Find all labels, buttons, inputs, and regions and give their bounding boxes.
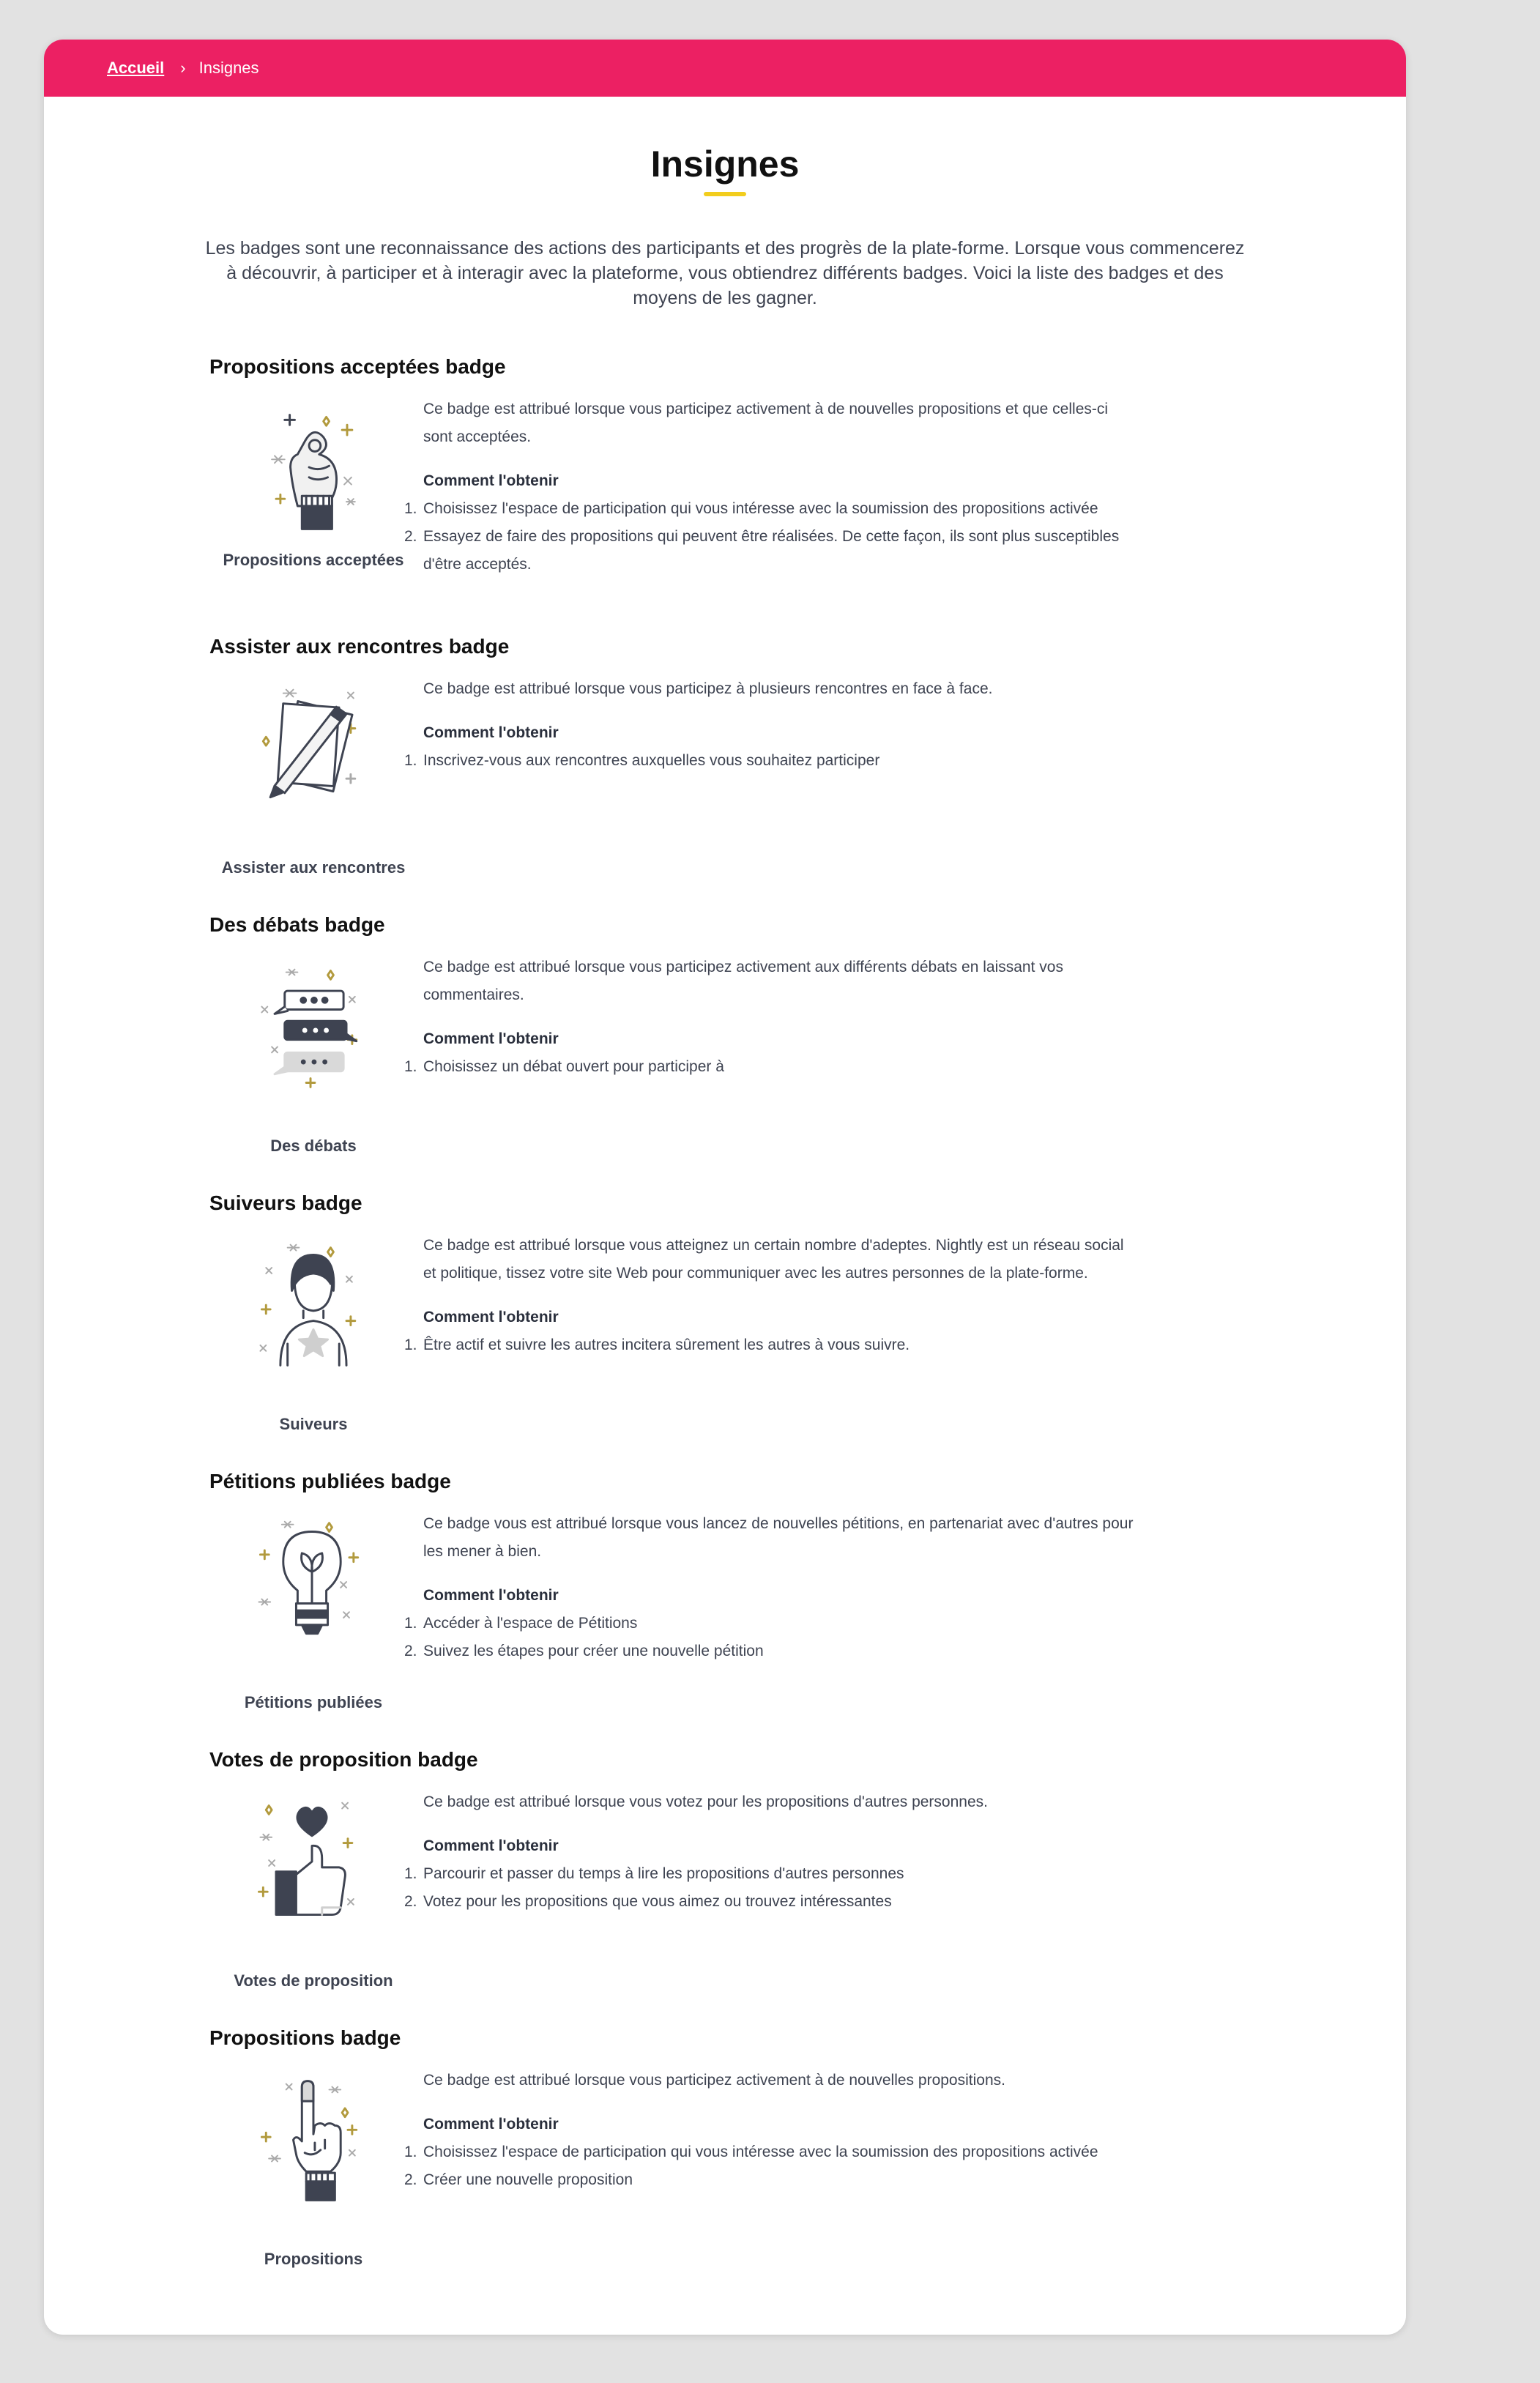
badge-title: Pétitions publiées badge (209, 1470, 451, 1492)
badge-details (404, 1232, 1134, 1359)
steps-list (404, 1610, 1134, 1665)
thumbs-up-heart-icon (240, 1791, 384, 1935)
badge-section-debats (209, 912, 1198, 1155)
list-item: 1. Choisissez l'espace de participation qui vous intéresse avec la soumission des propositions activée (404, 500, 1098, 517)
how-to-obtain-heading: Comment l'obtenir (423, 2116, 559, 2133)
breadcrumb-home-link[interactable]: Accueil (107, 59, 165, 77)
badge-description: Ce badge est attribué lorsque vous atteignez un certain nombre d'adeptes. Nightly est un réseau social et politique, tissez votre site Web pour communiquer avec les autres personnes de la plate-forme. (423, 1237, 1124, 1282)
badge-section-petitions-publiees (209, 1469, 1198, 1711)
steps-list (404, 1860, 1134, 1916)
badge-caption: Assister aux rencontres (221, 858, 406, 877)
content-card (44, 40, 1406, 2335)
page-intro: Les badges sont une reconnaissance des actions des participants et des progrès de la plate-forme. Lorsque vous commencerez à découvrir, à participer et à interagir avec la plateforme, vous obtiendrez différents badges. Voici la liste des badges et des moyens de les gagner. (205, 238, 1245, 308)
how-to-obtain-heading: Comment l'obtenir (423, 472, 559, 489)
badge-caption: Pétitions publiées (244, 1693, 383, 1711)
badge-section-propositions-acceptees (209, 354, 1198, 573)
badge-caption: Suiveurs (279, 1415, 348, 1433)
how-to-obtain-heading: Comment l'obtenir (423, 1309, 559, 1326)
list-item: 1. Inscrivez-vous aux rencontres auxquelles vous souhaitez participer (404, 752, 880, 769)
badge-description: Ce badge est attribué lorsque vous votez pour les propositions d'autres personnes. (423, 1793, 988, 1810)
badge-description: Ce badge vous est attribué lorsque vous lancez de nouvelles pétitions, en partenariat avec d'autres pour les mener à bien. (423, 1515, 1134, 1560)
badge-details (404, 2067, 1134, 2194)
page-title: Insignes (650, 144, 800, 185)
how-to-obtain-heading: Comment l'obtenir (423, 1030, 559, 1047)
breadcrumb-current: Insignes (198, 59, 259, 77)
steps-list (404, 1053, 1134, 1081)
badge-caption: Des débats (270, 1137, 357, 1155)
list-item: 1. Choisissez un débat ouvert pour participer à (404, 1058, 724, 1075)
steps-list (404, 747, 1134, 775)
badge-description: Ce badge est attribué lorsque vous participez activement à de nouvelles propositions et que celles-ci sont acceptées. (423, 401, 1109, 445)
list-item: 2. Essayez de faire des propositions qui peuvent être réalisées. De cette façon, ils sont plus susceptibles d'être acceptés. (404, 528, 1120, 573)
steps-list (404, 495, 1134, 579)
badge-details (404, 395, 1134, 579)
badge-caption: Propositions acceptées (223, 551, 404, 569)
badge-title: Suiveurs badge (209, 1192, 362, 1214)
badge-section-assister-rencontres (209, 634, 1198, 877)
badge-details (404, 1788, 1134, 1916)
list-item: 1. Être actif et suivre les autres incitera sûrement les autres à vous suivre. (404, 1337, 910, 1353)
badge-section-propositions (209, 2026, 1198, 2268)
raised-finger-icon (240, 2070, 384, 2213)
list-item: 1. Choisissez l'espace de participation qui vous intéresse avec la soumission des propositions activée (404, 2144, 1098, 2160)
badge-details (404, 675, 1134, 775)
badge-description: Ce badge est attribué lorsque vous participez activement aux différents débats en laissant vos commentaires. (423, 959, 1063, 1003)
badge-title: Assister aux rencontres badge (209, 635, 510, 658)
badge-title: Propositions badge (209, 2026, 401, 2049)
badge-section-votes-proposition (209, 1747, 1198, 1990)
badge-title: Des débats badge (209, 913, 385, 936)
list-item: 1. Accéder à l'espace de Pétitions (404, 1615, 638, 1632)
chevron-right-icon: › (180, 59, 186, 77)
badge-details (404, 1510, 1134, 1665)
steps-list (404, 2138, 1134, 2194)
badge-caption: Votes de proposition (234, 1971, 393, 1990)
how-to-obtain-heading: Comment l'obtenir (423, 1587, 559, 1604)
steps-list (404, 1331, 1134, 1359)
how-to-obtain-heading: Comment l'obtenir (423, 1837, 559, 1854)
how-to-obtain-heading: Comment l'obtenir (423, 724, 559, 741)
follower-person-icon (240, 1235, 384, 1378)
pencil-paper-icon (240, 678, 384, 822)
chat-bubbles-icon (240, 956, 384, 1100)
badge-description: Ce badge est attribué lorsque vous participez à plusieurs rencontres en face à face. (423, 680, 993, 697)
badge-title: Votes de proposition badge (209, 1748, 478, 1771)
badge-caption: Propositions (264, 2250, 363, 2268)
badge-details (404, 953, 1134, 1081)
list-item: 2. Votez pour les propositions que vous aimez ou trouvez intéressantes (404, 1893, 892, 1910)
breadcrumb (44, 40, 1406, 97)
list-item: 2. Créer une nouvelle proposition (404, 2171, 633, 2188)
badge-description: Ce badge est attribué lorsque vous participez activement à de nouvelles propositions. (423, 2072, 1005, 2089)
ok-hand-icon (240, 398, 384, 542)
title-underline (704, 192, 746, 196)
lightbulb-icon (240, 1513, 384, 1657)
list-item: 2. Suivez les étapes pour créer une nouvelle pétition (404, 1643, 764, 1659)
list-item: 1. Parcourir et passer du temps à lire les propositions d'autres personnes (404, 1865, 904, 1882)
badge-title: Propositions acceptées badge (209, 355, 506, 378)
badge-section-suiveurs (209, 1191, 1198, 1433)
